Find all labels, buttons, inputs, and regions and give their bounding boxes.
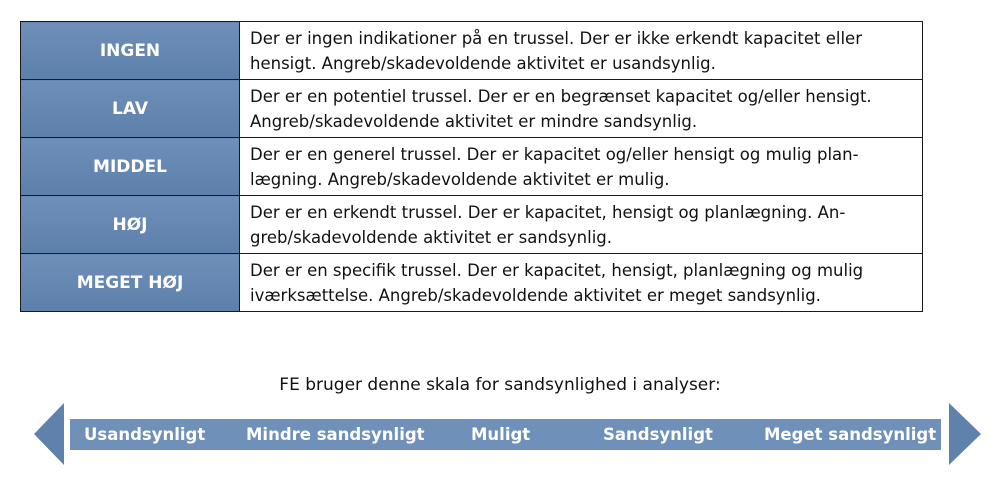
threat-level-description <box>240 80 923 138</box>
scale-label-meget-sandsynligt: Meget sandsynligt <box>764 425 937 444</box>
description-line: Der er en erkendt trussel. Der er kapacitet, hensigt og planlægning. An- <box>250 202 846 222</box>
threat-level-label: MIDDEL <box>21 138 240 196</box>
scale-label-usandsynligt: Usandsynligt <box>84 425 206 444</box>
threat-level-description <box>240 22 923 80</box>
description-line: lægning. Angreb/skadevoldende aktivitet er mulig. <box>250 169 670 189</box>
description-line: iværksættelse. Angreb/skadevoldende aktivitet er meget sandsynlig. <box>250 285 821 305</box>
description-line: Angreb/skadevoldende aktivitet er mindre sandsynlig. <box>250 111 698 131</box>
threat-level-label: HØJ <box>21 196 240 254</box>
probability-scale-title: FE bruger denne skala for sandsynlighed i analyser: <box>279 375 721 395</box>
threat-row-lav <box>21 80 923 138</box>
arrow-left-icon <box>34 403 64 465</box>
threat-row-ingen <box>21 22 923 80</box>
description-line: Der er en potentiel trussel. Der er en begrænset kapacitet og/eller hensigt. <box>250 86 872 106</box>
scale-label-mindre-sandsynligt: Mindre sandsynligt <box>246 425 425 444</box>
threat-level-description <box>240 138 923 196</box>
threat-level-description <box>240 254 923 312</box>
threat-level-table <box>20 21 923 312</box>
threat-row-meget-hoj <box>21 254 923 312</box>
description-line: Der er en specifik trussel. Der er kapacitet, hensigt, planlægning og mulig <box>250 260 864 280</box>
scale-label-muligt: Muligt <box>471 425 531 444</box>
threat-row-middel <box>21 138 923 196</box>
arrow-right-icon <box>949 403 981 465</box>
threat-level-label: INGEN <box>21 22 240 80</box>
description-line: Der er en generel trussel. Der er kapacitet og/eller hensigt og mulig plan- <box>250 144 859 164</box>
threat-level-description <box>240 196 923 254</box>
threat-level-label: LAV <box>21 80 240 138</box>
description-line: hensigt. Angreb/skadevoldende aktivitet er usandsynlig. <box>250 53 716 73</box>
description-line: greb/skadevoldende aktivitet er sandsynlig. <box>250 227 613 247</box>
threat-row-hoj <box>21 196 923 254</box>
probability-scale <box>34 403 981 465</box>
scale-label-sandsynligt: Sandsynligt <box>603 425 713 444</box>
threat-level-label: MEGET HØJ <box>21 254 240 312</box>
description-line: Der er ingen indikationer på en trussel. Der er ikke erkendt kapacitet eller <box>250 28 862 48</box>
